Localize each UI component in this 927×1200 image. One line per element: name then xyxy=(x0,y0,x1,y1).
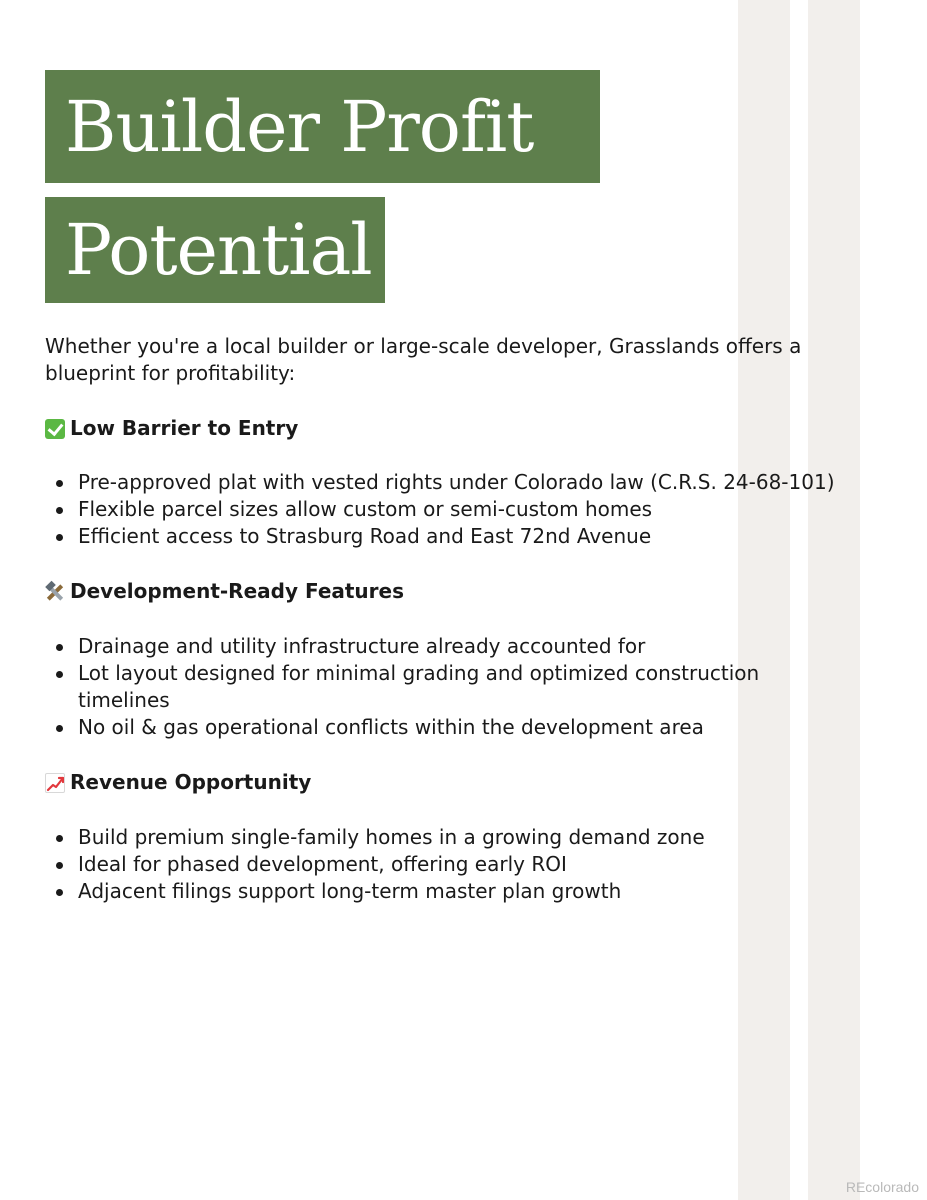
bullet-list-revenue-opportunity xyxy=(78,824,848,905)
section-heading-revenue-opportunity xyxy=(45,769,311,796)
watermark: REcolorado xyxy=(845,1179,919,1195)
chart-increasing-icon xyxy=(45,773,65,793)
list-item: Lot layout designed for minimal grading and optimized construction timelines xyxy=(78,660,798,714)
list-item: Flexible parcel sizes allow custom or semi-custom homes xyxy=(78,496,848,523)
list-item: Efficient access to Strasburg Road and East 72nd Avenue xyxy=(78,523,848,550)
hammer-wrench-icon xyxy=(45,582,65,602)
intro-paragraph: Whether you're a local builder or large-scale developer, Grasslands offers a blueprint for profitability: xyxy=(45,334,802,385)
list-item: Pre-approved plat with vested rights under Colorado law (C.R.S. 24-68-101) xyxy=(78,469,848,496)
section-heading-label: Revenue Opportunity xyxy=(70,770,312,794)
section-heading-development-ready xyxy=(45,578,404,605)
check-mark-icon xyxy=(45,419,65,439)
page-title-line-1: Builder Profit xyxy=(45,70,600,183)
list-item: No oil & gas operational conflicts within the development area xyxy=(78,714,848,741)
list-item: Drainage and utility infrastructure already accounted for xyxy=(78,633,848,660)
section-heading-label: Development-Ready Features xyxy=(70,579,405,603)
section-heading-label: Low Barrier to Entry xyxy=(70,416,299,440)
list-item: Ideal for phased development, offering early ROI xyxy=(78,851,848,878)
decorative-stripe-right xyxy=(808,0,860,1200)
section-heading-low-barrier xyxy=(45,415,298,442)
decorative-stripe-left xyxy=(738,0,790,1200)
list-item: Adjacent filings support long-term master plan growth xyxy=(78,878,848,905)
bullet-list-development-ready xyxy=(78,633,848,741)
page-title-line-2: Potential xyxy=(45,197,385,303)
bullet-list-low-barrier xyxy=(78,469,848,550)
list-item: Build premium single-family homes in a growing demand zone xyxy=(78,824,848,851)
